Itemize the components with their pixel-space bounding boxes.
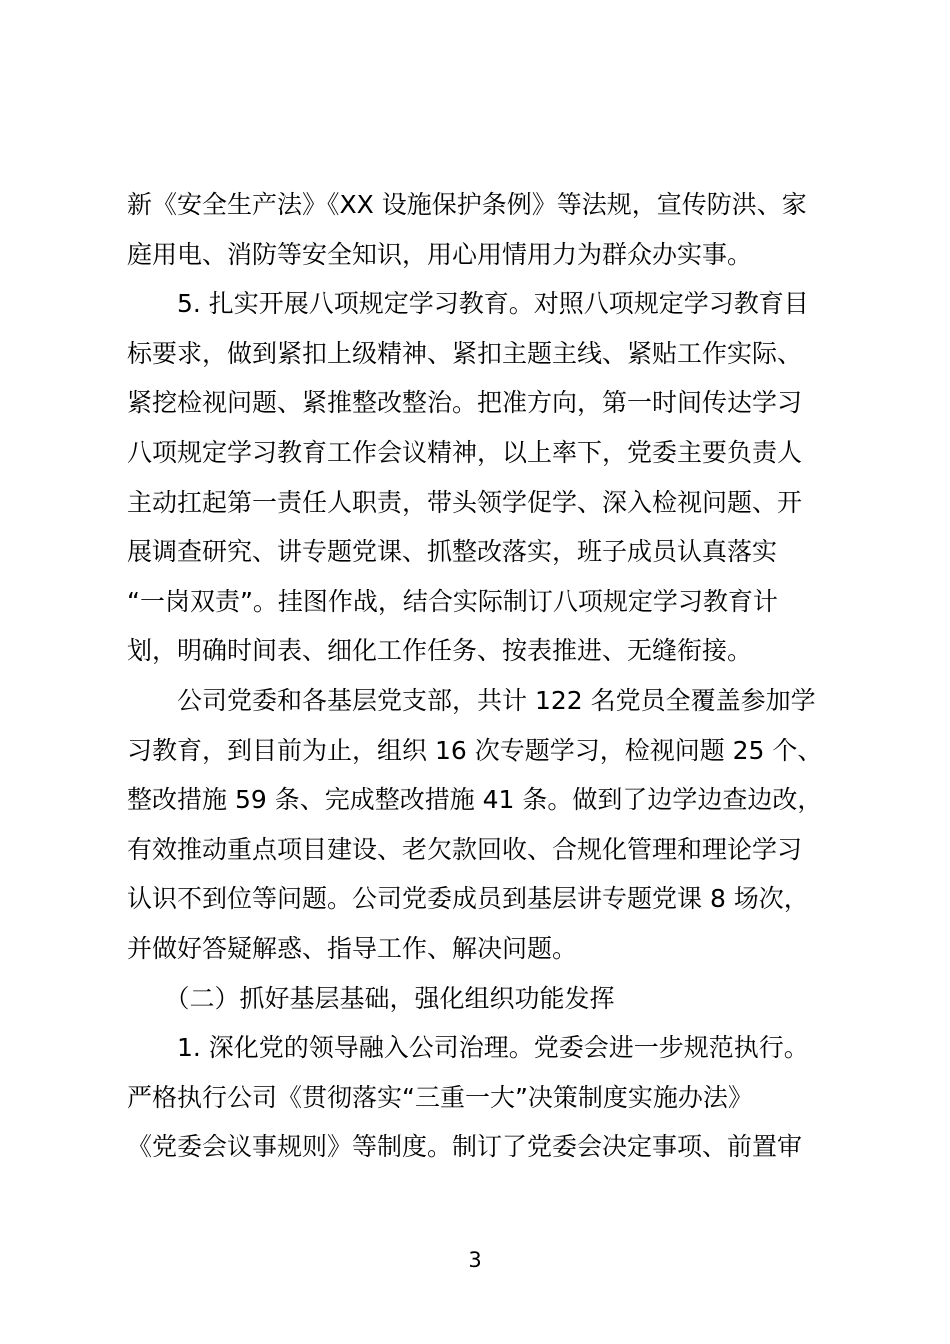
body-text	[127, 180, 832, 1172]
text-line: 并做好答疑解惑、指导工作、解决问题。	[127, 933, 578, 963]
text-line: 新《安全生产法》《XX 设施保护条例》等法规，宣传防洪、家	[127, 190, 807, 219]
text-line: 5. 扎实开展八项规定学习教育。对照八项规定学习教育目	[127, 289, 809, 319]
text-line: 庭用电、消防等安全知识，用心用情用力为群众办实事。	[127, 239, 753, 269]
section-heading: （二）抓好基层基础，强化组织功能发挥	[127, 983, 615, 1013]
text-line: “一岗双责”。挂图作战，结合实际制订八项规定学习教育计	[127, 586, 778, 616]
text-line: 划，明确时间表、细化工作任务、按表推进、无缝衔接。	[127, 636, 753, 666]
text-line: 认识不到位等问题。公司党委成员到基层讲专题党课 8 场次，	[127, 884, 809, 914]
text-line: 1. 深化党的领导融入公司治理。党委会进一步规范执行。	[127, 1033, 809, 1063]
text-line: 《党委会议事规则》等制度。制订了党委会决定事项、前置审	[127, 1132, 803, 1162]
text-line: 紧挖检视问题、紧推整改整治。把准方向，第一时间传达学习	[127, 388, 803, 418]
page-number: 3	[468, 1248, 482, 1272]
text-line: 整改措施 59 条、完成整改措施 41 条。做到了边学边查边改，	[127, 785, 823, 815]
text-line: 主动扛起第一责任人职责，带头领学促学、深入检视问题、开	[127, 487, 803, 517]
text-line: 习教育，到目前为止，组织 16 次专题学习，检视问题 25 个、	[127, 735, 823, 765]
text-line: 有效推动重点项目建设、老欠款回收、合规化管理和理论学习	[127, 834, 803, 864]
text-line: 严格执行公司《贯彻落实“三重一大”决策制度实施办法》	[127, 1082, 753, 1112]
text-line: 标要求，做到紧扣上级精神、紧扣主题主线、紧贴工作实际、	[127, 338, 803, 368]
text-line: 展调查研究、讲专题党课、抓整改落实，班子成员认真落实	[127, 537, 778, 567]
text-line: 公司党委和各基层党支部，共计 122 名党员全覆盖参加学	[127, 685, 816, 715]
text-line: 八项规定学习教育工作会议精神，以上率下，党委主要负责人	[127, 437, 803, 467]
